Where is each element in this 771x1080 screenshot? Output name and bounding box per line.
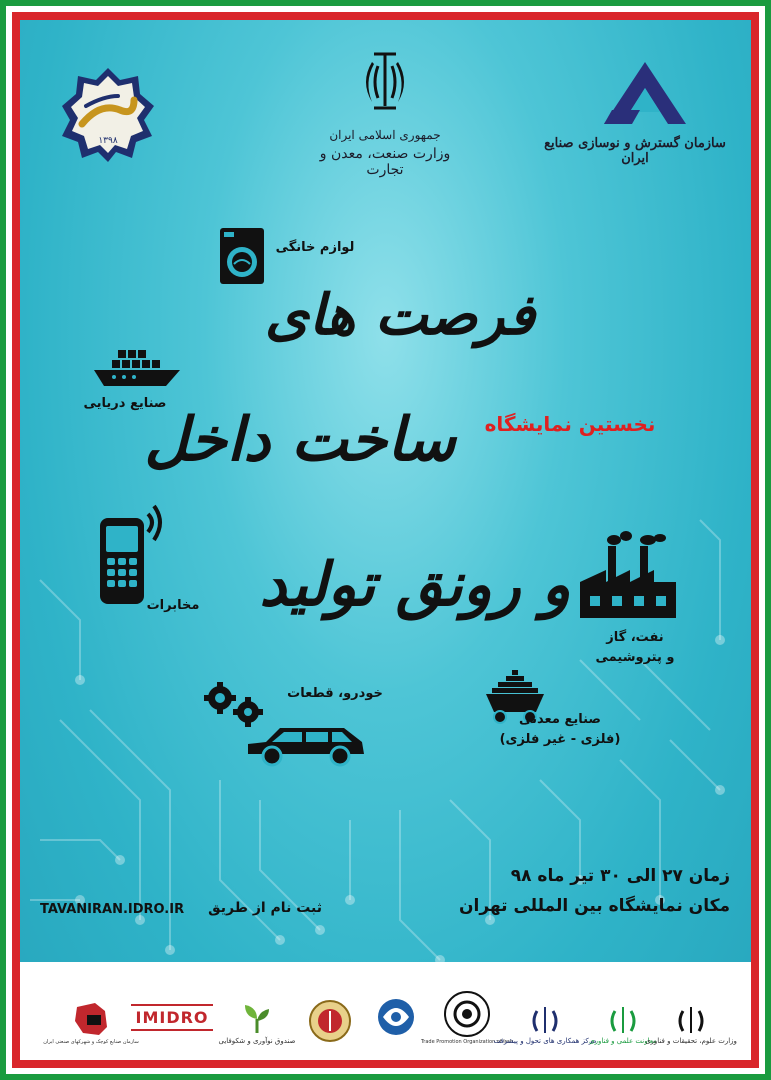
ministry-line1: جمهوری اسلامی ایران <box>329 128 441 142</box>
ministry-line2: وزارت صنعت، معدن و تجارت <box>319 146 451 178</box>
title-line3: و رونق تولید <box>259 550 571 620</box>
marine-label: صنایع دریایی <box>83 396 167 411</box>
defense-emblem-icon <box>308 997 352 1045</box>
leaf-icon <box>239 1001 275 1037</box>
footer-caption-3: صندوق نوآوری و شکوفایی <box>218 1037 296 1045</box>
year-badge <box>60 66 156 162</box>
footer-logo-tpo <box>420 975 514 1045</box>
footer-logo-science-ministry <box>645 975 737 1045</box>
footer-logo-small-industries <box>43 975 139 1045</box>
ministry-block <box>300 48 470 178</box>
tpo-emblem-icon <box>442 989 492 1039</box>
footer-logo-innovation-fund <box>218 975 296 1045</box>
category-automotive <box>200 680 390 770</box>
oil-gas-label2: و پتروشیمی <box>595 650 675 665</box>
idro-logo-icon <box>600 58 690 128</box>
footer-caption-1: سازمان صنایع کوچک و شهرکهای صنعتی ایران <box>43 1039 139 1045</box>
footer-logo-defense <box>300 975 360 1045</box>
exhibition-emblem-icon <box>373 995 419 1045</box>
idro-block <box>530 58 740 168</box>
iran-emblem-icon <box>350 48 420 118</box>
footer-caption-6: Trade Promotion Organization of Iran <box>420 1039 514 1045</box>
iran-map-icon <box>71 999 111 1039</box>
washing-machine-icon <box>218 226 266 286</box>
category-home-appliances <box>218 226 368 286</box>
year-badge-icon <box>60 66 156 162</box>
footer-logo-science-vp <box>588 975 658 1045</box>
mining-label2: (فلزی - غیر فلزی) <box>499 732 621 747</box>
category-telecom <box>90 500 210 620</box>
imidro-wordmark: IMIDRO <box>131 1004 212 1031</box>
category-marine <box>60 340 190 420</box>
event-date: زمان ۲۷ الی ۳۰ تیر ماه ۹۸ <box>510 866 730 886</box>
category-mining <box>470 668 630 768</box>
factory-icon <box>578 530 678 620</box>
footer-logo-imidro <box>130 975 214 1045</box>
gears-icon <box>200 680 270 730</box>
event-venue: مکان نمایشگاه بین المللی تهران <box>459 896 730 916</box>
automotive-label: خودرو، قطعات <box>287 686 383 701</box>
iran-emblem-black-icon <box>675 1003 707 1037</box>
telecom-label: مخابرات <box>146 598 200 613</box>
home-appliances-label: لوازم خانگی <box>275 240 355 255</box>
iran-emblem-green-icon <box>607 1003 639 1037</box>
ship-icon <box>92 344 182 390</box>
title-line2: ساخت داخل <box>144 405 456 475</box>
register-label: ثبت نام از طریق <box>208 900 322 916</box>
oil-gas-label1: نفت، گاز <box>606 630 664 645</box>
mining-label1: صنایع معدنی <box>519 712 601 727</box>
footer-caption-7: مرکز همکاری های تحول و پیشرفت <box>493 1037 597 1045</box>
footer-logo-exhibitions <box>366 975 426 1045</box>
year-number: ۱۳۹۸ <box>98 136 118 146</box>
iran-emblem-small-icon <box>529 1003 561 1037</box>
mobile-phone-icon <box>96 500 166 610</box>
footer-caption-9: وزارت علوم، تحقیقات و فناوری <box>645 1037 737 1045</box>
category-oil-gas <box>570 530 700 680</box>
car-icon <box>244 724 368 768</box>
title-line1: فرصت های <box>264 282 536 348</box>
footer-logo-progress-center <box>493 975 597 1045</box>
footer-caption-8: معاونت علمی و فناوری <box>589 1037 657 1045</box>
idro-name: سازمان گسترش و نوسازی صنایع ایران <box>544 136 726 166</box>
register-url[interactable]: TAVANIRAN.IDRO.IR <box>40 902 185 917</box>
exhibition-subtitle: نخستین نمایشگاه <box>484 412 656 436</box>
